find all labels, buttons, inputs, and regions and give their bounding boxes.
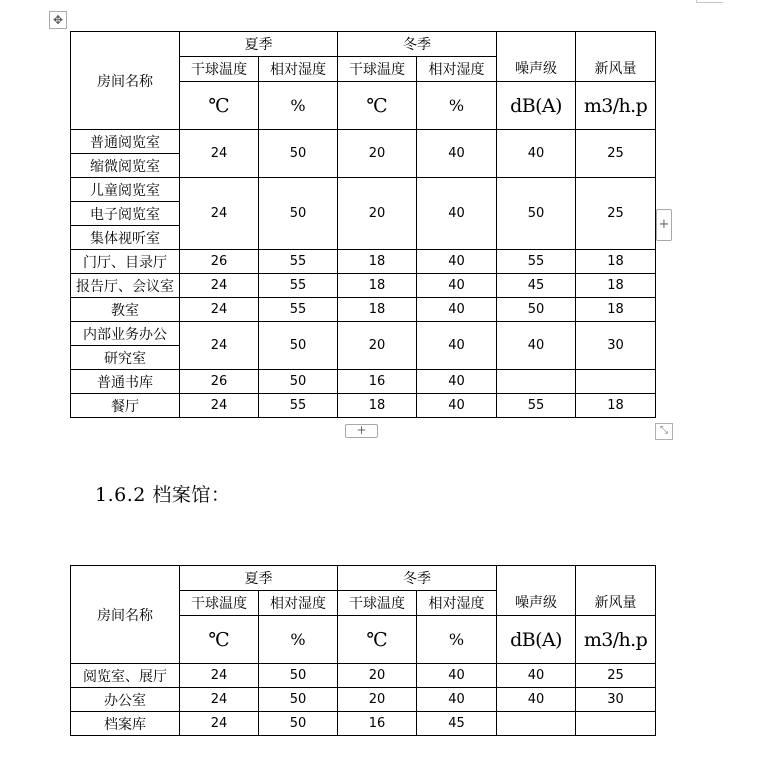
winter-humidity-cell: 40 (417, 298, 497, 322)
winter-dry-bulb-cell: 18 (338, 394, 417, 418)
winter-humidity-cell: 40 (417, 370, 497, 394)
unit-winter-percent: % (417, 616, 497, 664)
noise-level-cell: 55 (497, 250, 576, 274)
library-hvac-table (70, 31, 656, 418)
room-name-cell: 档案库 (71, 712, 180, 736)
archives-hvac-table (70, 565, 656, 736)
unit-summer-percent: % (259, 616, 338, 664)
table-row (71, 274, 656, 298)
header-noise-level: 噪声级 (497, 32, 576, 82)
room-name-cell: 研究室 (71, 346, 180, 370)
noise-level-cell: 55 (497, 394, 576, 418)
room-name-cell: 电子阅览室 (71, 202, 180, 226)
noise-level-cell: 40 (497, 688, 576, 712)
room-name-cell: 普通阅览室 (71, 130, 180, 154)
table-row (71, 250, 656, 274)
header-noise-level: 噪声级 (497, 566, 576, 616)
winter-humidity-cell: 45 (417, 712, 497, 736)
table-row (71, 664, 656, 688)
summer-humidity-cell: 50 (259, 322, 338, 370)
unit-winter-celsius: ℃ (338, 82, 417, 130)
header-fresh-air: 新风量 (576, 566, 656, 616)
noise-level-cell: 40 (497, 130, 576, 178)
winter-humidity-cell: 40 (417, 250, 497, 274)
noise-level-cell: 50 (497, 298, 576, 322)
summer-humidity-cell: 50 (259, 178, 338, 250)
room-name-cell: 缩微阅览室 (71, 154, 180, 178)
noise-level-cell: 40 (497, 664, 576, 688)
unit-fresh-air: m3/h.p (576, 82, 656, 130)
fresh-air-cell: 18 (576, 298, 656, 322)
summer-humidity-cell: 55 (259, 250, 338, 274)
table-row (71, 394, 656, 418)
table-row (71, 178, 656, 202)
section-heading-archives: 1.6.2 档案馆： (95, 484, 231, 506)
winter-humidity-cell: 40 (417, 322, 497, 370)
fresh-air-cell: 25 (576, 130, 656, 178)
summer-humidity-cell: 50 (259, 688, 338, 712)
summer-humidity-cell: 55 (259, 274, 338, 298)
fresh-air-cell: 18 (576, 274, 656, 298)
noise-level-cell (497, 712, 576, 736)
summer-humidity-cell: 55 (259, 394, 338, 418)
room-name-cell: 儿童阅览室 (71, 178, 180, 202)
summer-dry-bulb-cell: 24 (180, 664, 259, 688)
noise-level-cell: 45 (497, 274, 576, 298)
winter-dry-bulb-cell: 20 (338, 178, 417, 250)
room-name-cell: 内部业务办公 (71, 322, 180, 346)
noise-level-cell: 40 (497, 322, 576, 370)
table-row (71, 322, 656, 346)
winter-dry-bulb-cell: 16 (338, 370, 417, 394)
winter-dry-bulb-cell: 18 (338, 298, 417, 322)
header-summer-dry-bulb: 干球温度 (180, 57, 259, 82)
summer-dry-bulb-cell: 24 (180, 298, 259, 322)
table-row (71, 298, 656, 322)
room-name-cell: 办公室 (71, 688, 180, 712)
unit-noise-db: dB(A) (497, 616, 576, 664)
noise-level-cell (497, 370, 576, 394)
summer-dry-bulb-cell: 24 (180, 274, 259, 298)
room-name-cell: 阅览室、展厅 (71, 664, 180, 688)
summer-dry-bulb-cell: 24 (180, 712, 259, 736)
unit-noise-db: dB(A) (497, 82, 576, 130)
table-row (71, 130, 656, 154)
room-name-cell: 普通书库 (71, 370, 180, 394)
summer-dry-bulb-cell: 24 (180, 322, 259, 370)
add-row-button[interactable]: + (345, 424, 378, 438)
header-winter-humidity: 相对湿度 (417, 57, 497, 82)
header-winter-dry-bulb: 干球温度 (338, 591, 417, 616)
fresh-air-cell: 25 (576, 664, 656, 688)
summer-dry-bulb-cell: 26 (180, 370, 259, 394)
fresh-air-cell: 30 (576, 322, 656, 370)
header-summer-dry-bulb: 干球温度 (180, 591, 259, 616)
winter-humidity-cell: 40 (417, 394, 497, 418)
summer-humidity-cell: 50 (259, 130, 338, 178)
summer-humidity-cell: 50 (259, 664, 338, 688)
table-move-handle-icon[interactable]: ✥ (49, 11, 67, 29)
fresh-air-cell (576, 370, 656, 394)
fresh-air-cell: 30 (576, 688, 656, 712)
header-room-name: 房间名称 (71, 566, 180, 664)
header-summer: 夏季 (180, 566, 338, 591)
unit-winter-celsius: ℃ (338, 616, 417, 664)
unit-summer-celsius: ℃ (180, 616, 259, 664)
room-name-cell: 报告厅、会议室 (71, 274, 180, 298)
header-winter: 冬季 (338, 566, 497, 591)
table-row (71, 712, 656, 736)
fresh-air-cell: 25 (576, 178, 656, 250)
winter-humidity-cell: 40 (417, 688, 497, 712)
unit-fresh-air: m3/h.p (576, 616, 656, 664)
summer-dry-bulb-cell: 24 (180, 130, 259, 178)
winter-dry-bulb-cell: 20 (338, 688, 417, 712)
table-row (71, 370, 656, 394)
header-fresh-air: 新风量 (576, 32, 656, 82)
summer-dry-bulb-cell: 24 (180, 688, 259, 712)
summer-dry-bulb-cell: 24 (180, 394, 259, 418)
unit-winter-percent: % (417, 82, 497, 130)
winter-dry-bulb-cell: 20 (338, 130, 417, 178)
room-name-cell: 餐厅 (71, 394, 180, 418)
header-room-name: 房间名称 (71, 32, 180, 130)
summer-humidity-cell: 50 (259, 712, 338, 736)
room-name-cell: 门厅、目录厅 (71, 250, 180, 274)
table-row (71, 688, 656, 712)
header-summer-humidity: 相对湿度 (259, 57, 338, 82)
noise-level-cell: 50 (497, 178, 576, 250)
fresh-air-cell: 18 (576, 394, 656, 418)
unit-summer-percent: % (259, 82, 338, 130)
add-column-button[interactable]: + (656, 209, 672, 241)
winter-humidity-cell: 40 (417, 130, 497, 178)
room-name-cell: 集体视听室 (71, 226, 180, 250)
winter-humidity-cell: 40 (417, 178, 497, 250)
summer-humidity-cell: 50 (259, 370, 338, 394)
unit-summer-celsius: ℃ (180, 82, 259, 130)
page-corner-mark (696, 0, 723, 3)
winter-humidity-cell: 40 (417, 664, 497, 688)
header-winter-dry-bulb: 干球温度 (338, 57, 417, 82)
table-resize-handle-icon[interactable]: ⤡ (655, 423, 673, 440)
header-summer-humidity: 相对湿度 (259, 591, 338, 616)
fresh-air-cell: 18 (576, 250, 656, 274)
summer-dry-bulb-cell: 26 (180, 250, 259, 274)
winter-dry-bulb-cell: 18 (338, 250, 417, 274)
header-winter-humidity: 相对湿度 (417, 591, 497, 616)
winter-dry-bulb-cell: 16 (338, 712, 417, 736)
header-summer: 夏季 (180, 32, 338, 57)
header-winter: 冬季 (338, 32, 497, 57)
summer-dry-bulb-cell: 24 (180, 178, 259, 250)
room-name-cell: 教室 (71, 298, 180, 322)
fresh-air-cell (576, 712, 656, 736)
winter-humidity-cell: 40 (417, 274, 497, 298)
winter-dry-bulb-cell: 18 (338, 274, 417, 298)
summer-humidity-cell: 55 (259, 298, 338, 322)
winter-dry-bulb-cell: 20 (338, 664, 417, 688)
winter-dry-bulb-cell: 20 (338, 322, 417, 370)
